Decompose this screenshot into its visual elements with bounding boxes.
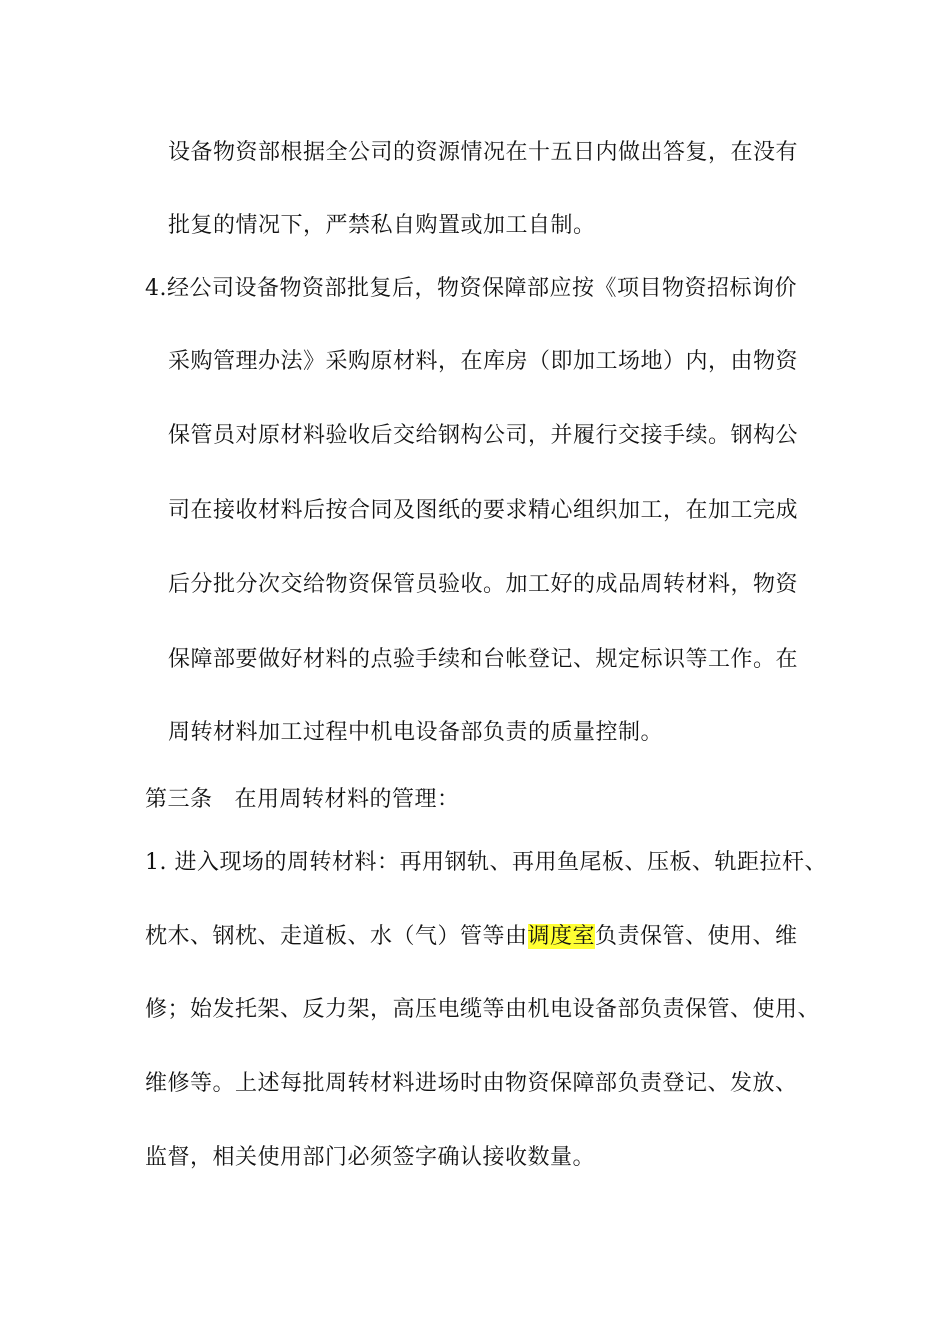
list-item-1-line: 监督，相关使用部门必须签字确认接收数量。 — [145, 1145, 596, 1170]
paragraph-line: 司在接收材料后按合同及图纸的要求精心组织加工，在加工完成 — [168, 498, 799, 523]
paragraph-line: 保管员对原材料验收后交给钢构公司，并履行交接手续。钢构公 — [168, 423, 799, 448]
article-number: 第三条 — [145, 787, 213, 812]
article-heading — [145, 785, 460, 815]
paragraph-line: 后分批分次交给物资保管员验收。加工好的成品周转材料，物资 — [168, 572, 799, 597]
text-segment: 枕木、钢枕、走道板、水（气）管等由 — [145, 924, 528, 949]
paragraph-line: 批复的情况下，严禁私自购置或加工自制。 — [168, 213, 596, 238]
highlighted-text: 调度室 — [527, 924, 596, 949]
paragraph-line: 周转材料加工过程中机电设备部负责的质量控制。 — [168, 720, 664, 745]
paragraph-line: 设备物资部根据全公司的资源情况在十五日内做出答复，在没有 — [168, 140, 799, 165]
list-item-1-line — [145, 922, 798, 952]
paragraph-line: 采购管理办法》采购原材料，在库房（即加工场地）内，由物资 — [168, 349, 799, 374]
text-segment: 负责保管、使用、维 — [595, 924, 798, 949]
list-item-1-line: 1. 进入现场的周转材料：再用钢轨、再用鱼尾板、压板、轨距拉杆、 — [145, 850, 827, 875]
paragraph-line: 保障部要做好材料的点验手续和台帐登记、规定标识等工作。在 — [168, 647, 799, 672]
list-item-1-line: 维修等。上述每批周转材料进场时由物资保障部负责登记、发放、 — [145, 1071, 798, 1096]
list-item-4-line: 4.经公司设备物资部批复后，物资保障部应按《项目物资招标询价 — [145, 276, 797, 301]
article-title: 在用周转材料的管理： — [234, 787, 460, 812]
list-item-1-line: 修；始发托架、反力架，高压电缆等由机电设备部负责保管、使用、 — [145, 997, 821, 1022]
